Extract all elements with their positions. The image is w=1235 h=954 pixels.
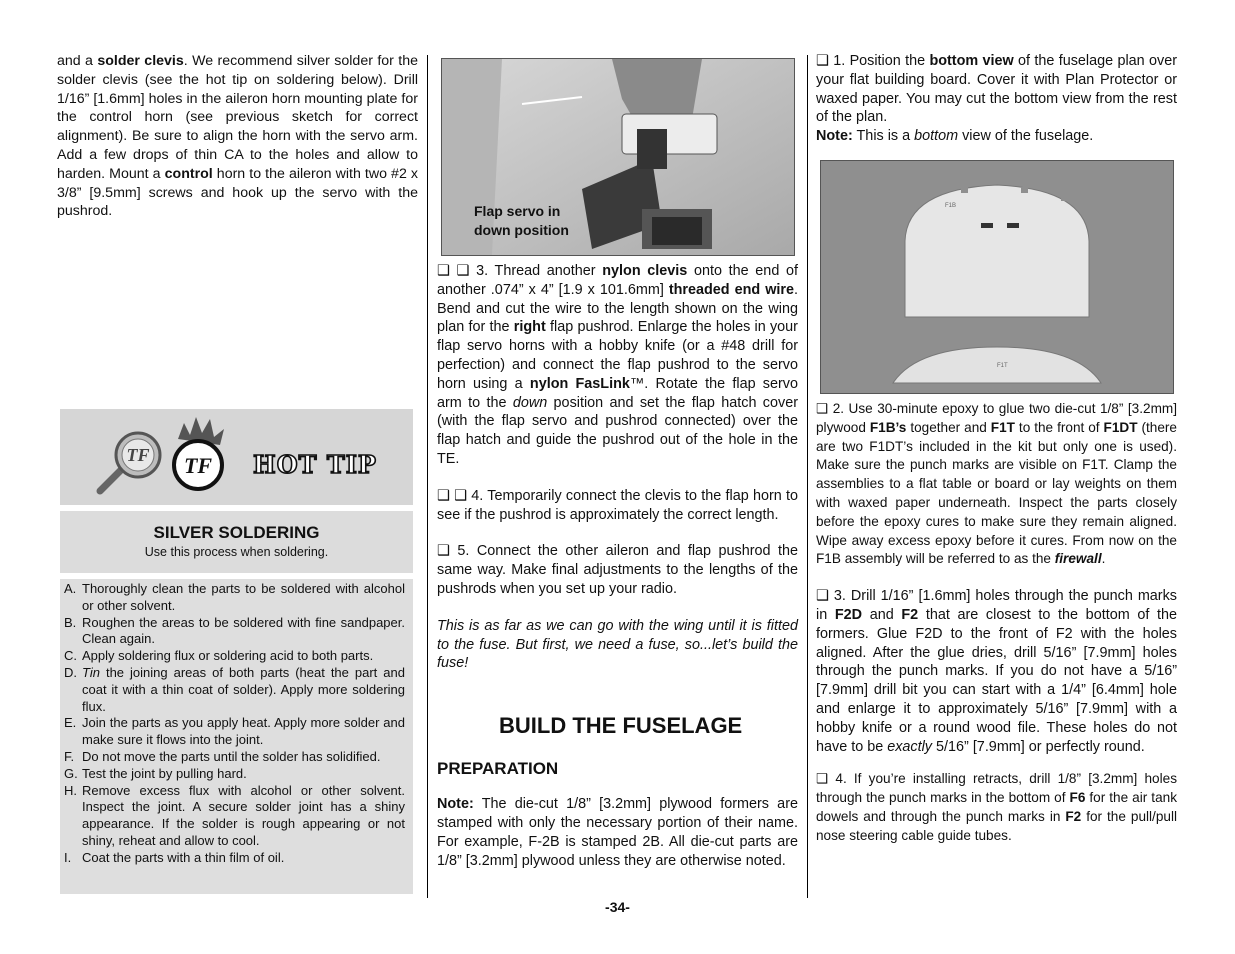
soldering-step: [64, 749, 405, 766]
step-letter: G.: [64, 765, 78, 781]
step-text: Roughen the areas to be soldered with fine sandpaper. Clean again.: [82, 614, 405, 647]
text-bold: solder clevis: [97, 53, 184, 69]
text-bold: F2: [901, 606, 919, 623]
column-1: [57, 52, 418, 221]
formers-image: [821, 161, 1173, 393]
text-run: ❑ 1. Position the: [816, 53, 930, 69]
text-run: horn to the aileron with two #2 x 3/8” [9.5mm] screws and hook up the servo with the pushrod.: [57, 165, 419, 220]
text-bold: bottom view: [929, 53, 1014, 69]
text-bold: nylon clevis: [602, 263, 688, 279]
step-text: the joining areas of both parts (heat the part and coat it with a thin coat of solder). Apply more soldering flux.: [82, 664, 405, 714]
text-run: ❑ 2. Use 30-minute epoxy to glue two die-cut 1/8” [3.2mm] plywood: [816, 400, 1177, 435]
step-3-paragraph: [437, 262, 798, 469]
text-run: The die-cut 1/8” [3.2mm] plywood formers are stamped with only the necessary portion of their name. For example, F-2B is stamped 2B. All die-cut parts are 1/8” [3.2mm] plywood unless they are otherwise noted.: [437, 796, 798, 869]
step-letter: F.: [64, 748, 75, 764]
soldering-step: [64, 783, 405, 850]
text-run: This is a: [852, 128, 915, 145]
step-5-paragraph: ❑ 5. Connect the other aileron and flap pushrod the same way. Make final adjustments to the lengths of the pushrods when you set up your radio.: [437, 543, 798, 597]
photo-label: F1B: [945, 202, 957, 209]
soldering-step: [64, 850, 405, 867]
photo-caption: Flap servo in: [474, 203, 561, 219]
text-italic: bottom: [914, 128, 959, 145]
text-run: for the pull/pull nose steering cable guide tubes.: [816, 808, 1177, 843]
soldering-step: [64, 766, 405, 783]
svg-text:TF: TF: [126, 445, 150, 465]
hot-tip-banner: [60, 409, 413, 505]
step-letter: C.: [64, 648, 77, 664]
step-text: Test the joint by pulling hard.: [82, 765, 247, 781]
text-run: of the fuselage plan over your flat building board. Cover it with Plan Protector or waxed paper. You may cut the bottom view from the rest of the plan.: [816, 53, 1177, 126]
text-run: flap pushrod. Enlarge the holes in your flap servo horns with a hobby knife (or a #48 drill for perfection) and connect the flap pushrod to the servo horn using a: [437, 319, 798, 392]
text-italic: exactly: [887, 738, 933, 755]
text-bold: control: [164, 165, 213, 182]
text-run: for the air tank dowels and through the punch marks in: [816, 790, 1177, 824]
flap-servo-image: [442, 59, 794, 255]
text-bold: threaded end wire: [668, 281, 794, 298]
section-heading: BUILD THE FUSELAGE: [499, 713, 743, 739]
step-4-paragraph: ❑ ❑ 4. Temporarily connect the clevis to the flap horn to see if the pushrod is approximately the correct length.: [437, 487, 798, 523]
step-text: Thoroughly clean the parts to be soldered with alcohol or other solvent.: [82, 581, 405, 613]
step-1-note: [816, 127, 1177, 146]
text-run: onto the end of another .074” x 4” [1.9 x 101.6mm]: [437, 263, 798, 298]
hot-tip-banner-text: HOT TIP: [253, 450, 377, 479]
text-bold: F1DT: [1103, 419, 1138, 435]
text-run: ™. Rotate the flap servo arm to the: [437, 375, 798, 411]
text-run: 5/16” [7.9mm] or perfectly round.: [932, 738, 1145, 755]
aileron-paragraph: [57, 52, 418, 221]
step-text: Do not move the parts until the solder has solidified.: [82, 748, 381, 764]
hot-tip-header: [60, 511, 413, 573]
step-3-paragraph: [816, 587, 1177, 756]
soldering-step: [64, 665, 405, 715]
text-bold: F1B’s: [869, 419, 907, 435]
photo-caption: down position: [474, 222, 569, 238]
text-italic: down: [512, 394, 548, 411]
text-run: view of the fuselage.: [958, 128, 1094, 145]
text-run: ❑ ❑ 3. Thread another: [437, 263, 603, 279]
tf-logo-text: TF: [183, 453, 213, 478]
step-letter: A.: [64, 581, 77, 596]
text-run: (there are two F1DT’s included in the kit but only one is used). Make sure the punch marks are visible on F1T. Clamp the assemblies to a flat table or board or lay weights on them with waxed paper underneath. Inspect the parts closely before the epoxy cures to make sure they remain aligned. Wipe away excess epoxy before it cures. From now on the F1B assembly will be referred to as the: [816, 419, 1177, 567]
text-run: together and: [906, 419, 991, 435]
italic-note: This is as far as we can go with the wing until it is fitted to the fuse. But first, we need a fuse, so...let’s build the fuse!: [437, 617, 798, 672]
text-bold: F2D: [834, 606, 863, 623]
hot-tip-subtitle: Use this process when soldering.: [144, 545, 329, 559]
text-bold: right: [513, 319, 546, 336]
photo-label: F1T: [997, 362, 1008, 369]
hot-tip-title: SILVER SOLDERING: [153, 523, 320, 542]
column-2: [437, 52, 798, 870]
text-bold: nylon FasLink: [529, 375, 630, 392]
column-rule-right: [807, 55, 808, 898]
text-run: that are closest to the bottom of the formers. Glue F2D to the front of F2 with the holes aligned. After the glue dries, drill 5/16” [7.9mm] holes through the punch marks. If you do not have a 5/16” [7.9mm] drill bit you can start with a 1/4” [6.4mm] hole and enlarge it to approximately 5/16” [7.9mm] with a hobby knife or a round wood file. These holes do not have to be: [816, 606, 1177, 755]
step-letter: D.: [64, 664, 77, 680]
hot-tip-logo-icon: [60, 409, 413, 505]
text-run: . Bend and cut the wire to the length shown on the wing plan for the: [437, 281, 798, 336]
column-3: [816, 52, 1177, 846]
step-letter: E.: [64, 715, 77, 731]
text-bold: F6: [1069, 790, 1086, 806]
step-letter: B.: [64, 614, 77, 630]
text-run: and: [862, 606, 902, 623]
soldering-step: [64, 581, 405, 615]
text-bold: F2: [1065, 808, 1082, 824]
soldering-step: [64, 648, 405, 665]
soldering-step: [64, 615, 405, 649]
step-text: Join the parts as you apply heat. Apply more solder and make sure it flows into the joint.: [82, 715, 405, 748]
soldering-steps-list: [64, 581, 405, 867]
soldering-step: [64, 715, 405, 749]
page-number: -34-: [605, 899, 630, 915]
text-italic: Tin: [82, 664, 100, 680]
text-run: ❑ 4. If you’re installing retracts, drill 1/8” [3.2mm] holes through the punch marks in the bottom of: [816, 771, 1177, 806]
step-1-paragraph: [816, 52, 1177, 127]
text-run: ❑ 3. Drill 1/16” [1.6mm] holes through the punch marks in: [816, 588, 1177, 623]
text-run: and a: [57, 53, 98, 69]
text-bold: F1T: [990, 419, 1015, 435]
subsection-heading: PREPARATION: [437, 759, 559, 779]
divider: [60, 573, 413, 579]
step-text: Remove excess flux with alcohol or other solvent. Inspect the joint. A secure solder joint has a shiny appearance. If the solder is rough appearing or not shiny, reheat and allow to cool.: [82, 782, 405, 848]
step-letter: I.: [64, 849, 72, 865]
formers-photo: [820, 160, 1174, 394]
text-run: position and set the flap hatch cover (with the flap servo and pushrod connected) over the flap hatch and guide the pushrod out of the hole in the TE.: [437, 394, 798, 467]
text-run: to the front of: [1014, 419, 1104, 435]
note-label: Note:: [437, 796, 474, 813]
note-paragraph: [437, 795, 798, 870]
note-label: Note:: [816, 128, 853, 145]
step-2-paragraph: [816, 400, 1177, 569]
hot-tip-box: [60, 409, 413, 894]
step-text: Coat the parts with a thin film of oil.: [82, 849, 285, 865]
flap-servo-photo: [441, 58, 795, 256]
text-bold-italic: firewall: [1054, 551, 1102, 567]
step-letter: H.: [64, 782, 77, 798]
column-rule-left: [427, 55, 428, 898]
text-run: . We recommend silver solder for the solder clevis (see the hot tip on soldering below). Drill 1/16” [1.6mm] holes in the aileron horn mounting plate for the control horn (see previous sketch for correct alignment). Be sure to align the horn with the servo arm. Add a few drops of thin CA to the holes and allow to harden. Mount a: [57, 53, 418, 182]
text-run: .: [1101, 551, 1106, 567]
step-4-paragraph: [816, 770, 1177, 845]
step-text: Apply soldering flux or soldering acid to both parts.: [82, 648, 374, 664]
